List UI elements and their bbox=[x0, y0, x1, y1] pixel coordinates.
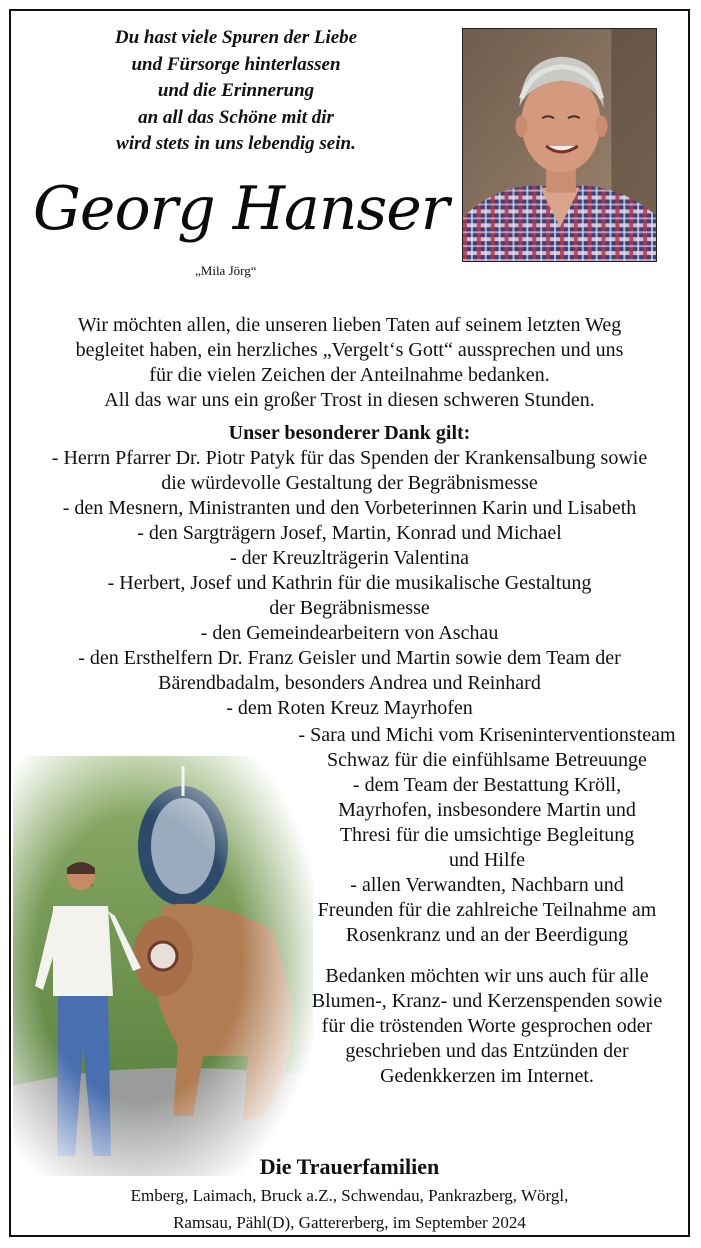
signature-places-line: Emberg, Laimach, Bruck a.Z., Schwendau, Pankrazberg, Wörgl, bbox=[130, 1186, 569, 1205]
closing-line: geschrieben und das Entzünden der bbox=[345, 1040, 629, 1062]
thanks-line: Bärendbadalm, besonders Andrea und Reinhard bbox=[158, 672, 541, 694]
intro-line: Wir möchten allen, die unseren lieben Taten auf seinem letzten Weg bbox=[77, 314, 622, 336]
thanks-line: - den Gemeindearbeitern von Aschau bbox=[200, 622, 499, 644]
cattle-drive-photo bbox=[13, 756, 313, 1176]
thanks-line: - den Mesnern, Ministranten und den Vorbeterinnen Karin und Lisabeth bbox=[62, 497, 637, 519]
thanks-line: - Herbert, Josef und Kathrin für die musikalische Gestaltung bbox=[107, 572, 592, 594]
thanks-line: der Begräbnismesse bbox=[269, 597, 430, 619]
signature-places bbox=[11, 1182, 688, 1236]
thanks-line: - der Kreuzlträgerin Valentina bbox=[230, 547, 469, 569]
poem-line: und die Erinnerung bbox=[157, 80, 315, 101]
closing-line: Gedenkkerzen im Internet. bbox=[380, 1065, 594, 1087]
intro-paragraph bbox=[11, 313, 688, 413]
thanks-line: Rosenkranz und an der Beerdigung bbox=[345, 924, 629, 946]
signature-title: Die Trauerfamilien bbox=[259, 1154, 440, 1179]
thanks-line: Mayrhofen, insbesondere Martin und bbox=[338, 799, 636, 821]
thanks-line: - den Sargträgern Josef, Martin, Konrad und Michael bbox=[137, 522, 562, 544]
cattle-drive-image bbox=[13, 756, 313, 1176]
poem-line: an all das Schöne mit dir bbox=[138, 106, 334, 128]
intro-line: begleitet haben, ein herzliches „Vergelt‘s Gott“ aussprechen und uns bbox=[75, 339, 624, 361]
intro-line: für die vielen Zeichen der Anteilnahme bedanken. bbox=[149, 364, 550, 386]
thanks-line: Freunden für die zahlreiche Teilnahme am bbox=[317, 899, 657, 921]
thanks-line: - Herrn Pfarrer Dr. Piotr Patyk für das Spenden der Krankensalbung sowie bbox=[51, 447, 648, 469]
thanks-line: - allen Verwandten, Nachbarn und bbox=[350, 874, 624, 896]
thanks-line: - Sara und Michi vom Kriseninterventionsteam bbox=[298, 724, 676, 746]
poem-line: Du hast viele Spuren der Liebe bbox=[114, 27, 358, 48]
deceased-nickname: „Mila Jörg“ bbox=[195, 263, 257, 278]
signature-places-line: Ramsau, Pähl(D), Gattererberg, im September 2024 bbox=[173, 1213, 526, 1232]
thanks-line: - den Ersthelfern Dr. Franz Geisler und Martin sowie dem Team der bbox=[78, 647, 621, 669]
closing-line: Blumen-, Kranz- und Kerzenspenden sowie bbox=[311, 990, 663, 1012]
portrait-photo bbox=[462, 28, 657, 262]
deceased-name: Georg Hanser bbox=[33, 174, 449, 244]
thanks-line: die würdevolle Gestaltung der Begräbnismesse bbox=[161, 472, 538, 494]
closing-line: Bedanken möchten wir uns auch für alle bbox=[325, 965, 649, 987]
thanks-line: Schwaz für die einfühlsame Betreuunge bbox=[327, 749, 647, 771]
thanks-line: - dem Team der Bestattung Kröll, bbox=[352, 774, 622, 796]
poem-line: und Fürsorge hinterlassen bbox=[131, 53, 341, 75]
obituary-card bbox=[9, 9, 690, 1237]
intro-line: All das war uns ein großer Trost in diesen schweren Stunden. bbox=[104, 389, 595, 411]
poem-line: wird stets in uns lebendig sein. bbox=[116, 133, 356, 154]
thanks-list-continued bbox=[297, 723, 677, 948]
thanks-heading: Unser besonderer Dank gilt: bbox=[228, 422, 471, 444]
portrait-image bbox=[463, 29, 656, 261]
closing-line: für die tröstenden Worte gesprochen oder bbox=[321, 1015, 653, 1037]
memorial-poem bbox=[51, 25, 421, 158]
closing-paragraph bbox=[297, 964, 677, 1089]
thanks-list bbox=[11, 446, 688, 721]
thanks-line: und Hilfe bbox=[448, 849, 526, 871]
thanks-line: - dem Roten Kreuz Mayrhofen bbox=[226, 697, 473, 719]
thanks-line: Thresi für die umsichtige Begleitung bbox=[339, 824, 635, 846]
